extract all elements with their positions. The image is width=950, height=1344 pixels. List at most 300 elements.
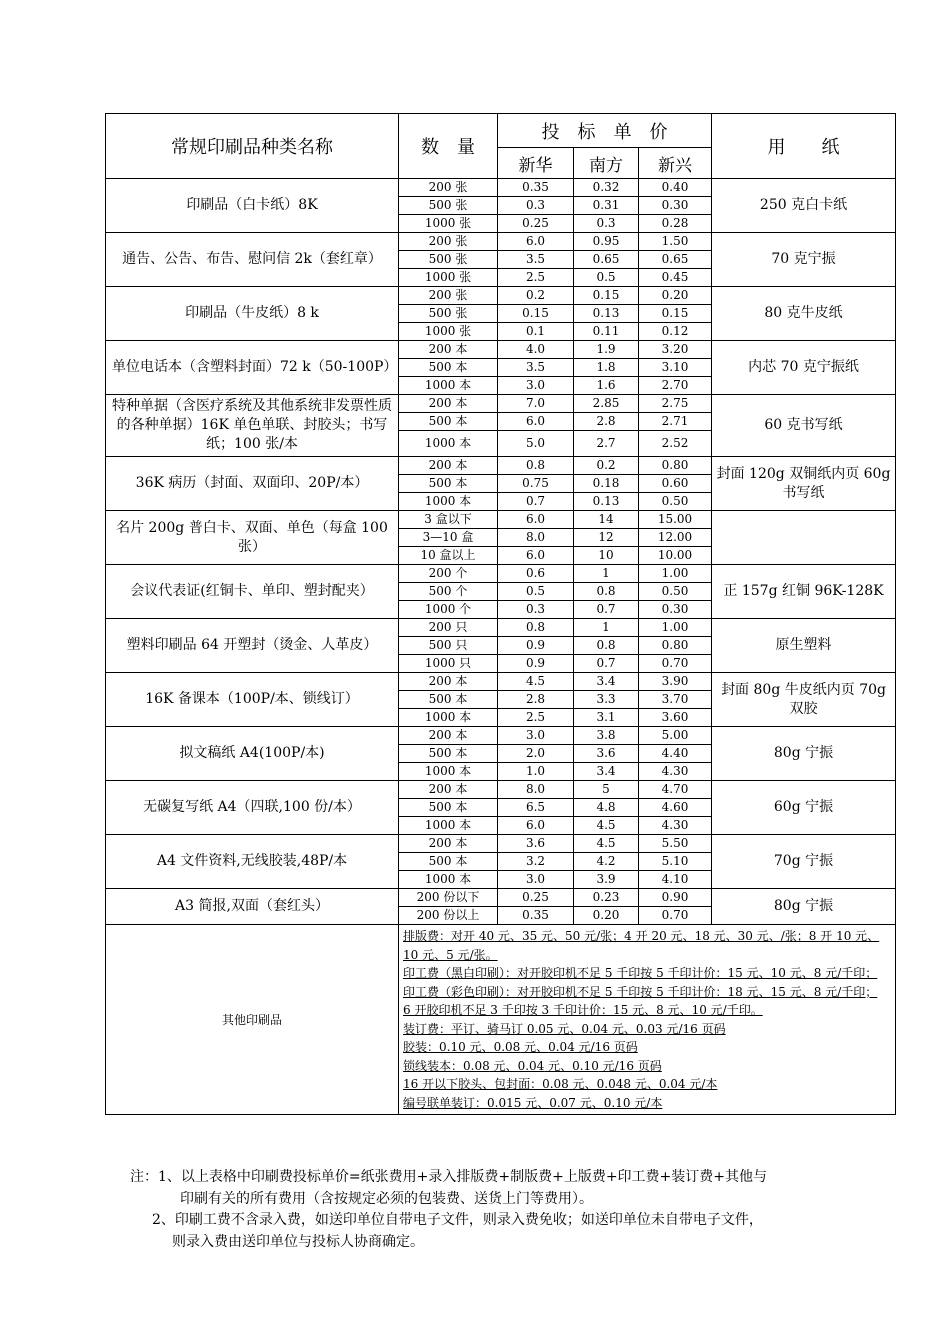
- price-xinhua: 0.3: [498, 197, 574, 215]
- quantity-cell: 1000 本: [399, 763, 498, 781]
- price-nanfang: 0.13: [574, 305, 639, 323]
- fee-label: 元/张。: [453, 947, 498, 962]
- quantity-cell: 200 个: [399, 565, 498, 583]
- price-nanfang: 0.8: [574, 637, 639, 655]
- fee-line: [403, 1075, 891, 1094]
- price-xinxing: 3.60: [639, 709, 712, 727]
- price-xinhua: 0.2: [498, 287, 574, 305]
- paper-cell: 60g 宁振: [712, 781, 896, 835]
- price-xinxing: 4.30: [639, 763, 712, 781]
- fee-line: [403, 1020, 891, 1039]
- price-nanfang: 0.20: [574, 907, 639, 925]
- table-row: [106, 179, 896, 197]
- paper-cell: 250 克白卡纸: [712, 179, 896, 233]
- quantity-cell: 500 只: [399, 637, 498, 655]
- quantity-cell: 1000 张: [399, 323, 498, 341]
- table-row: [106, 341, 896, 359]
- quantity-cell: 500 本: [399, 799, 498, 817]
- paper-cell: 80g 宁振: [712, 727, 896, 781]
- header-name: 常规印刷品种类名称: [106, 114, 399, 179]
- item-name: 印刷品（牛皮纸）8 k: [106, 287, 399, 341]
- paper-cell: 封面 80g 牛皮纸内页 70g 双胶: [712, 673, 896, 727]
- price-xinhua: 6.5: [498, 799, 574, 817]
- price-xinxing: 0.50: [639, 493, 712, 511]
- item-name: 会议代表证(红铜卡、单印、塑封配夹）: [106, 565, 399, 619]
- fee-value: 15: [770, 984, 786, 999]
- fee-line: [403, 983, 891, 1002]
- table-row: [106, 727, 896, 745]
- price-xinxing: 0.50: [639, 583, 712, 601]
- item-name: 16K 备课本（100P/本、锁线订）: [106, 673, 399, 727]
- price-xinhua: 3.5: [498, 251, 574, 269]
- fee-value: 0.015: [487, 1095, 522, 1110]
- fee-value: 0.08: [542, 1077, 569, 1091]
- price-nanfang: 3.9: [574, 871, 639, 889]
- fee-label: 元/16 页码: [598, 1058, 662, 1073]
- fee-label: 元、: [537, 929, 566, 943]
- fee-value: 8: [656, 1003, 664, 1017]
- price-xinxing: 4.10: [639, 871, 712, 889]
- paper-cell: 70g 宁振: [712, 835, 896, 889]
- price-xinhua: 3.0: [498, 871, 574, 889]
- price-xinhua: 3.6: [498, 835, 574, 853]
- fee-value: 0.03: [635, 1021, 663, 1036]
- fee-label: 元、: [608, 1021, 636, 1036]
- fee-value: 0.048: [596, 1077, 631, 1091]
- quantity-cell: 200 本: [399, 727, 498, 745]
- price-xinhua: 2.5: [498, 269, 574, 287]
- quantity-cell: 500 本: [399, 745, 498, 763]
- price-xinhua: 3.2: [498, 853, 574, 871]
- fee-value: 10: [770, 966, 786, 980]
- price-xinxing: 0.28: [639, 215, 712, 233]
- price-nanfang: 12: [574, 529, 639, 547]
- price-xinhua: 6.0: [498, 511, 574, 529]
- fee-label: 16 开以下胶头、包封面：: [403, 1077, 543, 1091]
- paper-cell: 70 克宁振: [712, 233, 896, 287]
- price-xinxing: 0.90: [639, 889, 712, 907]
- table-row: [106, 835, 896, 853]
- quantity-cell: 200 份以下: [399, 889, 498, 907]
- fee-label: 元、: [418, 947, 447, 962]
- price-nanfang: 4.5: [574, 817, 639, 835]
- table-row: [106, 889, 896, 907]
- fee-value: 10: [403, 947, 419, 962]
- table-row: [106, 511, 896, 529]
- price-nanfang: 3.8: [574, 727, 639, 745]
- price-nanfang: 2.85: [574, 395, 639, 413]
- price-xinxing: 3.10: [639, 359, 712, 377]
- item-name: 塑料印刷品 64 开塑封（烫金、人革皮）: [106, 619, 399, 673]
- price-xinhua: 4.5: [498, 673, 574, 691]
- quantity-cell: 200 本: [399, 395, 498, 413]
- paper-cell: 60 克书写纸: [712, 395, 896, 457]
- price-xinxing: 3.70: [639, 691, 712, 709]
- price-xinxing: 2.52: [639, 431, 712, 457]
- quantity-cell: 500 本: [399, 359, 498, 377]
- price-xinhua: 0.35: [498, 907, 574, 925]
- notes: [130, 1167, 890, 1253]
- price-xinxing: 12.00: [639, 529, 712, 547]
- price-xinxing: 5.50: [639, 835, 712, 853]
- header-paper: 用 纸: [712, 114, 896, 179]
- quantity-cell: 200 本: [399, 781, 498, 799]
- price-xinxing: 5.10: [639, 853, 712, 871]
- price-nanfang: 1.6: [574, 377, 639, 395]
- fee-label: 元、: [851, 929, 880, 943]
- item-name: 名片 200g 普白卡、双面、单色（每盒 100 张）: [106, 511, 399, 565]
- fee-label: 元、: [666, 929, 695, 943]
- price-xinhua: 1.0: [498, 763, 574, 781]
- price-xinhua: 0.3: [498, 601, 574, 619]
- price-xinxing: 0.70: [639, 655, 712, 673]
- price-xinhua: 8.0: [498, 529, 574, 547]
- price-table: [105, 113, 896, 1115]
- price-nanfang: 0.2: [574, 457, 639, 475]
- price-nanfang: 3.3: [574, 691, 639, 709]
- price-xinxing: 0.30: [639, 601, 712, 619]
- fee-value: 0.07: [549, 1095, 576, 1110]
- fee-label: 元、: [489, 1058, 518, 1073]
- price-xinhua: 0.35: [498, 179, 574, 197]
- quantity-cell: 200 张: [399, 179, 498, 197]
- price-nanfang: 0.95: [574, 233, 639, 251]
- fee-label: 元、: [631, 1077, 659, 1091]
- fee-value: 0.04: [658, 1077, 686, 1091]
- fee-label: 元、: [785, 966, 814, 980]
- fee-label: 排版费：对开: [403, 929, 479, 943]
- quantity-cell: 500 张: [399, 305, 498, 323]
- price-xinhua: 0.6: [498, 565, 574, 583]
- table-row: [106, 619, 896, 637]
- fee-label: 元/本: [685, 1077, 718, 1091]
- quantity-cell: 10 盒以上: [399, 547, 498, 565]
- quantity-cell: 500 本: [399, 691, 498, 709]
- fee-label: 元、: [521, 1095, 550, 1110]
- price-xinxing: 2.75: [639, 395, 712, 413]
- fee-label: 装订费：平订、骑马订: [403, 1021, 527, 1036]
- quantity-cell: 500 个: [399, 583, 498, 601]
- quantity-cell: 1000 本: [399, 817, 498, 835]
- price-xinxing: 4.40: [639, 745, 712, 763]
- paper-cell: [712, 511, 896, 565]
- fee-value: 8: [813, 966, 822, 980]
- fee-value: 0.08: [493, 1040, 521, 1054]
- price-xinxing: 3.20: [639, 341, 712, 359]
- fee-value: 8: [813, 984, 822, 999]
- header-bid-price: 投 标 单 价: [498, 114, 712, 148]
- header-bidder-nanfang: 南方: [574, 148, 639, 179]
- fee-label: 印工费（黑白印刷）：对开胶印机不足 5 千印按 5 千印计价：: [403, 966, 728, 980]
- price-xinxing: 4.30: [639, 817, 712, 835]
- fee-label: 元/千印。: [706, 1003, 763, 1017]
- fee-value: 20: [651, 929, 667, 943]
- price-xinxing: 0.45: [639, 269, 712, 287]
- price-xinxing: 4.60: [639, 799, 712, 817]
- fee-value: 0.10: [572, 1058, 599, 1073]
- paper-cell: 原生塑料: [712, 619, 896, 673]
- fee-value: 5: [446, 947, 454, 962]
- table-row: [106, 233, 896, 251]
- quantity-cell: 1000 本: [399, 493, 498, 511]
- fee-value: 40: [478, 929, 495, 943]
- table-row: [106, 457, 896, 475]
- fee-value: 0.10: [439, 1040, 466, 1054]
- fee-value: 18: [727, 984, 743, 999]
- price-xinhua: 6.0: [498, 547, 574, 565]
- price-xinhua: 0.5: [498, 583, 574, 601]
- price-nanfang: 1: [574, 565, 639, 583]
- fee-label: 印工费（彩色印刷）：对开胶印机不足 5 千印按 5 千印计价：: [403, 984, 728, 999]
- price-xinxing: 0.80: [639, 637, 712, 655]
- price-xinxing: 1.00: [639, 619, 712, 637]
- price-xinxing: 0.40: [639, 179, 712, 197]
- price-xinxing: 0.65: [639, 251, 712, 269]
- quantity-cell: 1000 本: [399, 431, 498, 457]
- price-xinxing: 0.80: [639, 457, 712, 475]
- fee-value: 0.08: [463, 1058, 490, 1073]
- price-xinxing: 0.70: [639, 907, 712, 925]
- price-nanfang: 3.4: [574, 673, 639, 691]
- quantity-cell: 1000 本: [399, 377, 498, 395]
- price-xinhua: 6.0: [498, 413, 574, 431]
- fee-label: 元/张；4 开: [580, 929, 652, 943]
- paper-cell: 正 157g 红铜 96K-128K: [712, 565, 896, 619]
- fee-label: 锁线装本：: [403, 1058, 464, 1073]
- quantity-cell: 500 本: [399, 853, 498, 871]
- header-bidder-xinhua: 新华: [498, 148, 574, 179]
- item-name: 拟文稿纸 A4(100P/本): [106, 727, 399, 781]
- fee-label: 元/16 页码: [574, 1040, 638, 1054]
- fee-label: 元、: [663, 1003, 692, 1017]
- fee-label: 元、: [494, 929, 522, 943]
- price-xinhua: 8.0: [498, 781, 574, 799]
- fee-value: 15: [612, 1003, 629, 1017]
- paper-cell: 内芯 70 克宁振纸: [712, 341, 896, 395]
- price-nanfang: 0.11: [574, 323, 639, 341]
- quantity-cell: 500 本: [399, 475, 498, 493]
- fee-label: 元/千印；: [821, 984, 878, 999]
- table-row: [106, 565, 896, 583]
- fee-label: 元、/张；8 开: [752, 929, 837, 943]
- price-nanfang: 1.8: [574, 359, 639, 377]
- price-nanfang: 1: [574, 619, 639, 637]
- quantity-cell: 1000 本: [399, 709, 498, 727]
- paper-cell: 80 克牛皮纸: [712, 287, 896, 341]
- fee-label: 元、: [742, 966, 771, 980]
- quantity-cell: 200 份以上: [399, 907, 498, 925]
- fee-value: 18: [694, 929, 710, 943]
- price-nanfang: 0.5: [574, 269, 639, 287]
- quantity-cell: 500 张: [399, 197, 498, 215]
- quantity-cell: 200 本: [399, 457, 498, 475]
- fee-label: 元、: [553, 1021, 582, 1036]
- price-nanfang: 0.31: [574, 197, 639, 215]
- fee-value: 0.04: [517, 1058, 545, 1073]
- quantity-cell: 200 本: [399, 835, 498, 853]
- price-nanfang: 14: [574, 511, 639, 529]
- fee-line: [403, 927, 891, 964]
- fee-label: 胶装：: [403, 1040, 440, 1054]
- quantity-cell: 1000 张: [399, 269, 498, 287]
- quantity-cell: 1000 本: [399, 871, 498, 889]
- quantity-cell: 3 盒以下: [399, 511, 498, 529]
- header-quantity: 数 量: [399, 114, 498, 179]
- price-nanfang: 4.8: [574, 799, 639, 817]
- fee-value: 10: [836, 929, 852, 943]
- fee-line: [403, 964, 891, 983]
- price-xinhua: 0.25: [498, 215, 574, 233]
- table-row-other: [106, 925, 896, 1115]
- fee-value: 35: [521, 929, 538, 943]
- note-2-line-1: 2、印刷工费不含录入费，如送印单位自带电子文件，则录入费免收；如送印单位未自带电子文件，: [152, 1212, 763, 1228]
- fee-value: 10: [691, 1003, 707, 1017]
- price-xinhua: 6.0: [498, 233, 574, 251]
- price-xinxing: 0.30: [639, 197, 712, 215]
- price-nanfang: 0.32: [574, 179, 639, 197]
- price-nanfang: 2.7: [574, 431, 639, 457]
- price-xinhua: 3.5: [498, 359, 574, 377]
- fee-label: 元、: [465, 1040, 494, 1054]
- item-name: 无碳复写纸 A4（四联,100 份/本）: [106, 781, 399, 835]
- price-nanfang: 0.23: [574, 889, 639, 907]
- fee-line: [403, 1001, 891, 1020]
- price-xinhua: 2.0: [498, 745, 574, 763]
- price-xinhua: 0.15: [498, 305, 574, 323]
- fee-label: 元、: [785, 984, 814, 999]
- price-nanfang: 3.1: [574, 709, 639, 727]
- price-xinhua: 2.5: [498, 709, 574, 727]
- quantity-cell: 3—10 盒: [399, 529, 498, 547]
- fee-label: 元/16 页码: [662, 1021, 726, 1036]
- price-xinhua: 3.0: [498, 727, 574, 745]
- price-nanfang: 4.5: [574, 835, 639, 853]
- price-xinhua: 4.0: [498, 341, 574, 359]
- item-name: A3 简报,双面（套红头）: [106, 889, 399, 925]
- price-xinxing: 1.50: [639, 233, 712, 251]
- price-xinxing: 0.20: [639, 287, 712, 305]
- price-xinhua: 0.9: [498, 655, 574, 673]
- price-nanfang: 0.18: [574, 475, 639, 493]
- price-xinhua: 3.0: [498, 377, 574, 395]
- fee-label: 6 开胶印机不足 3 千印按 3 千印计价：: [403, 1003, 613, 1017]
- fee-label: 元、: [520, 1040, 549, 1054]
- price-xinxing: 15.00: [639, 511, 712, 529]
- price-nanfang: 0.65: [574, 251, 639, 269]
- quantity-cell: 200 本: [399, 341, 498, 359]
- fee-value: 0.10: [603, 1095, 631, 1110]
- item-name: 单位电话本（含塑料封面）72 k（50-100P）: [106, 341, 399, 395]
- quantity-cell: 200 张: [399, 233, 498, 251]
- item-name: 特种单据（含医疗系统及其他系统非发票性质的各种单据）16K 单色单联、封胶头；书写纸；100 张/本: [106, 395, 399, 457]
- quantity-cell: 200 只: [399, 619, 498, 637]
- price-xinxing: 0.60: [639, 475, 712, 493]
- price-xinhua: 0.9: [498, 637, 574, 655]
- price-xinxing: 10.00: [639, 547, 712, 565]
- price-xinhua: 6.0: [498, 817, 574, 835]
- price-nanfang: 4.2: [574, 853, 639, 871]
- price-nanfang: 0.7: [574, 655, 639, 673]
- price-nanfang: 0.15: [574, 287, 639, 305]
- price-xinxing: 2.71: [639, 413, 712, 431]
- note-1-line-1: 注：1、以上表格中印刷费投标单价=纸张费用+录入排版费+制版费+上版费+印工费+装订费+其他与: [130, 1169, 768, 1185]
- price-xinxing: 0.15: [639, 305, 712, 323]
- quantity-cell: 500 张: [399, 251, 498, 269]
- item-name-other: 其他印刷品: [106, 925, 399, 1115]
- fee-label: 元、: [568, 1077, 597, 1091]
- fee-label: 元、: [742, 984, 771, 999]
- price-xinxing: 1.00: [639, 565, 712, 583]
- fee-label: 编号联单装订：: [403, 1095, 488, 1110]
- paper-cell: 封面 120g 双铜纸内页 60g 书写纸: [712, 457, 896, 511]
- fee-value: 0.04: [548, 1040, 575, 1054]
- fee-label: 元、: [544, 1058, 573, 1073]
- item-name: A4 文件资料,无线胶装,48P/本: [106, 835, 399, 889]
- price-xinhua: 0.25: [498, 889, 574, 907]
- price-nanfang: 10: [574, 547, 639, 565]
- price-nanfang: 5: [574, 781, 639, 799]
- fee-line: [403, 1038, 891, 1057]
- header-bidder-xinxing: 新兴: [639, 148, 712, 179]
- price-xinxing: 3.90: [639, 673, 712, 691]
- fee-label: 元、: [709, 929, 738, 943]
- price-nanfang: 3.6: [574, 745, 639, 763]
- quantity-cell: 200 本: [399, 673, 498, 691]
- table-row: [106, 287, 896, 305]
- price-xinhua: 0.8: [498, 457, 574, 475]
- fee-label: 元、: [628, 1003, 657, 1017]
- price-nanfang: 0.7: [574, 601, 639, 619]
- quantity-cell: 1000 个: [399, 601, 498, 619]
- quantity-cell: 1000 张: [399, 215, 498, 233]
- price-xinhua: 7.0: [498, 395, 574, 413]
- price-xinhua: 2.8: [498, 691, 574, 709]
- fee-value: 0.04: [581, 1021, 609, 1036]
- fee-value: 0.05: [526, 1021, 554, 1036]
- price-nanfang: 1.9: [574, 341, 639, 359]
- paper-cell: 80g 宁振: [712, 889, 896, 925]
- item-name: 印刷品（白卡纸）8K: [106, 179, 399, 233]
- table-row: [106, 395, 896, 413]
- fee-value: 30: [737, 929, 753, 943]
- price-nanfang: 3.4: [574, 763, 639, 781]
- quantity-cell: 500 本: [399, 413, 498, 431]
- price-xinxing: 5.00: [639, 727, 712, 745]
- fee-value: 50: [565, 929, 581, 943]
- price-xinhua: 5.0: [498, 431, 574, 457]
- item-name: 36K 病历（封面、双面印、20P/本）: [106, 457, 399, 511]
- quantity-cell: 1000 只: [399, 655, 498, 673]
- price-xinxing: 2.70: [639, 377, 712, 395]
- price-nanfang: 2.8: [574, 413, 639, 431]
- price-xinxing: 4.70: [639, 781, 712, 799]
- price-nanfang: 0.8: [574, 583, 639, 601]
- fee-line: [403, 1057, 891, 1076]
- note-2-line-2: 则录入费由送印单位与投标人协商确定。: [172, 1233, 424, 1250]
- fee-label: 元、: [575, 1095, 604, 1110]
- fee-line: [403, 1094, 891, 1113]
- price-nanfang: 0.13: [574, 493, 639, 511]
- table-row: [106, 781, 896, 799]
- price-xinhua: 0.75: [498, 475, 574, 493]
- fee-value: 15: [727, 966, 743, 980]
- fee-label: 元/本: [630, 1095, 663, 1110]
- price-xinhua: 0.1: [498, 323, 574, 341]
- quantity-cell: 200 张: [399, 287, 498, 305]
- price-xinhua: 0.8: [498, 619, 574, 637]
- price-nanfang: 0.3: [574, 215, 639, 233]
- other-fees-text: [399, 925, 896, 1115]
